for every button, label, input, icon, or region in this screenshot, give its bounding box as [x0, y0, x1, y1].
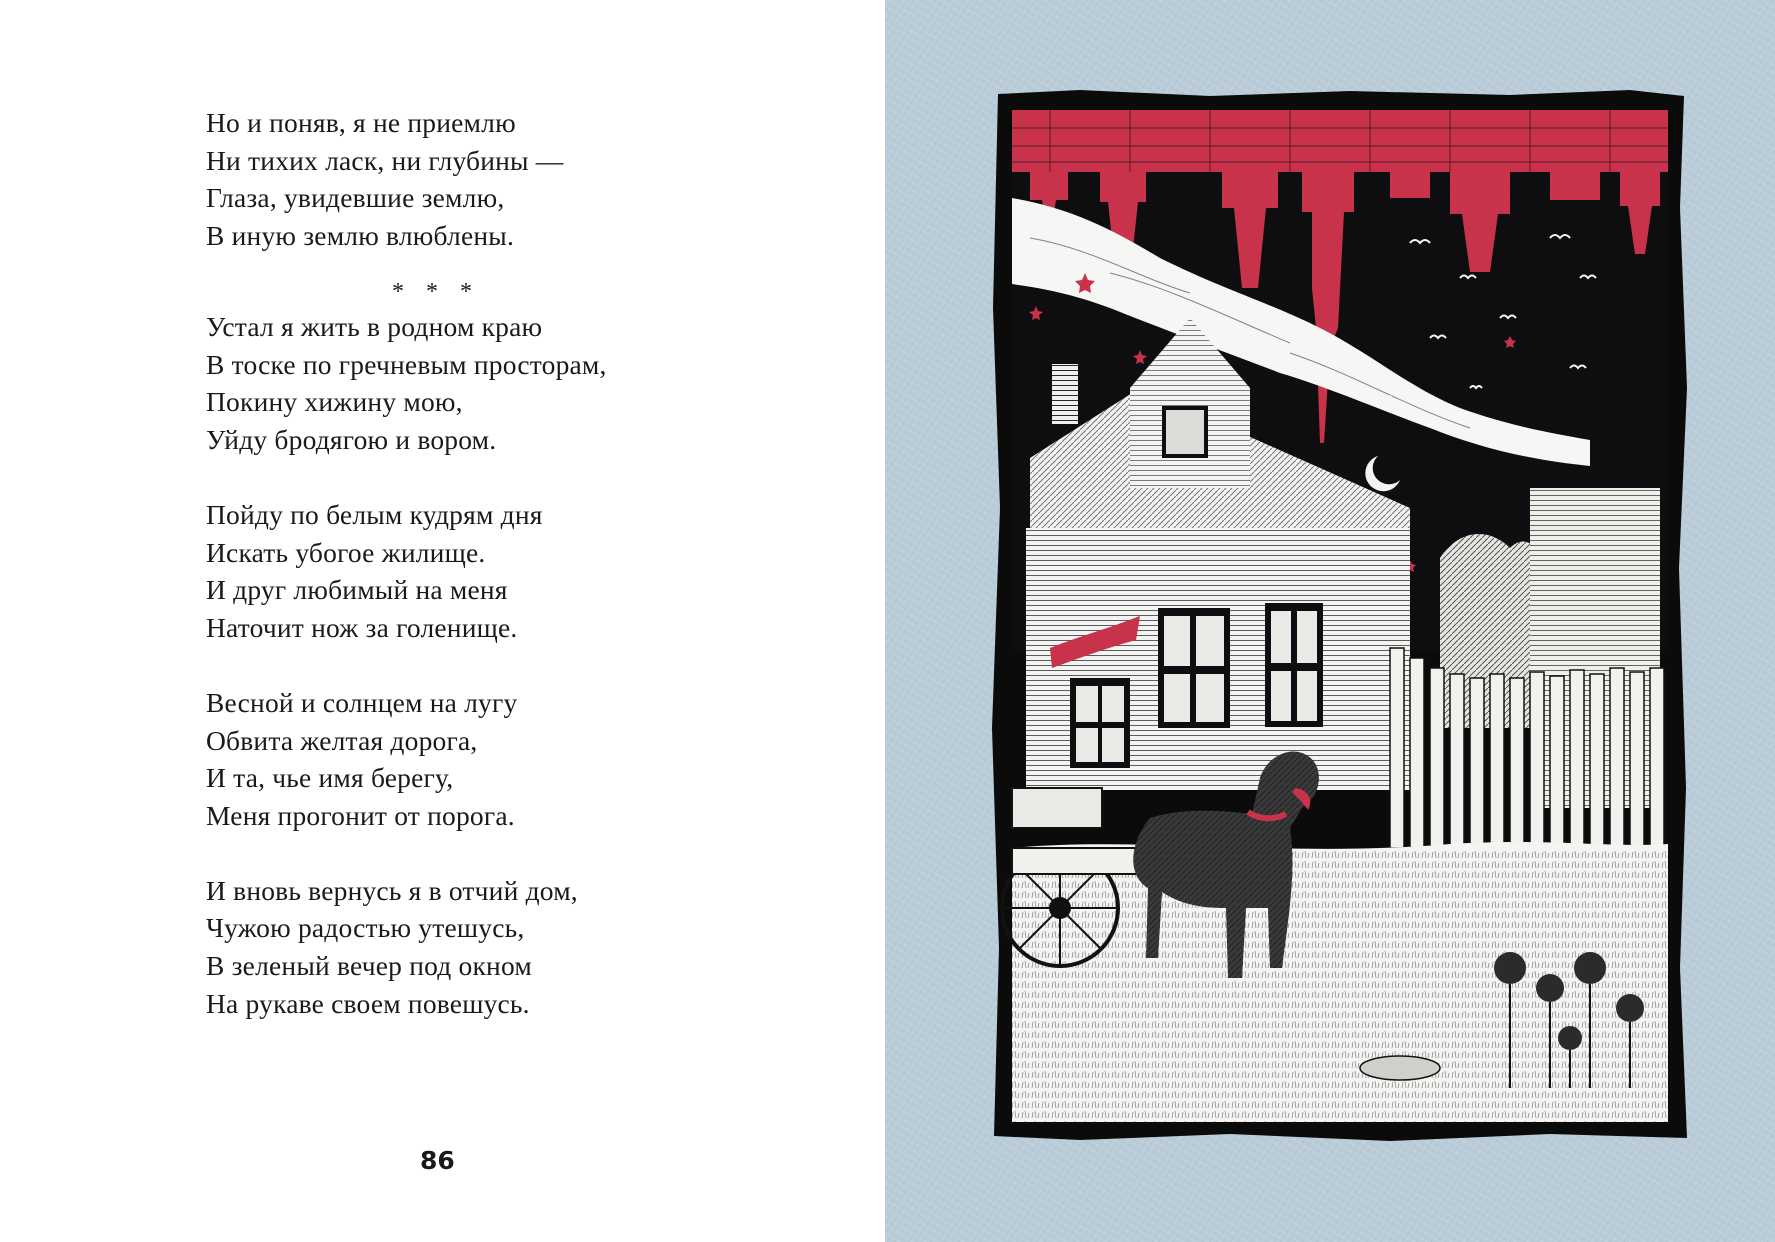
poem-line: Весной и солнцем на лугу — [206, 686, 518, 718]
stanza-4 — [206, 684, 666, 834]
poem-line: Меня прогонит от порога. — [206, 799, 515, 831]
poem-line: И вновь вернусь я в отчий дом, — [206, 874, 578, 906]
section-separator: * * * — [392, 279, 480, 306]
poem-line: В иную землю влюблены. — [206, 219, 515, 251]
poem-line: Но и поняв, я не приемлю — [206, 107, 516, 138]
stanza-2 — [206, 274, 666, 458]
left-page — [0, 0, 885, 1242]
village-night-illustration — [990, 88, 1690, 1144]
poem-line: Чужою радостью утешусь, — [206, 912, 525, 944]
poem-line: Покину хижину мою, — [206, 386, 463, 418]
stone — [1360, 1056, 1440, 1080]
right-page — [885, 0, 1775, 1242]
poem-line: В зеленый вечер под окном — [206, 950, 533, 982]
poem-line: И друг любимый на меня — [206, 574, 508, 606]
poem-line: Ни тихих ласк, ни глубины — — [206, 144, 564, 176]
poem-line: Обвита желтая дорога, — [206, 724, 478, 756]
stanza-3 — [206, 496, 666, 646]
poem — [206, 104, 666, 1022]
poem-line: И та, чье имя берегу, — [206, 762, 454, 794]
poem-line: На рукаве своем повешусь. — [206, 987, 530, 1019]
poem-line: Искать убогое жилище. — [206, 536, 486, 568]
poem-line: Устал я жить в родном краю — [206, 310, 543, 342]
poem-line: Пойду по белым кудрям дня — [206, 498, 543, 530]
page-number: 86 — [420, 1146, 455, 1175]
poem-line: Уйду бродягою и вором. — [206, 423, 497, 455]
poem-line: Глаза, увидевшие землю, — [206, 182, 505, 214]
poem-line: Наточит нож за голенище. — [206, 611, 518, 643]
stanza-5 — [206, 872, 666, 1022]
poem-line: В тоске по гречневым просторам, — [206, 348, 607, 380]
stanza-1 — [206, 104, 666, 254]
